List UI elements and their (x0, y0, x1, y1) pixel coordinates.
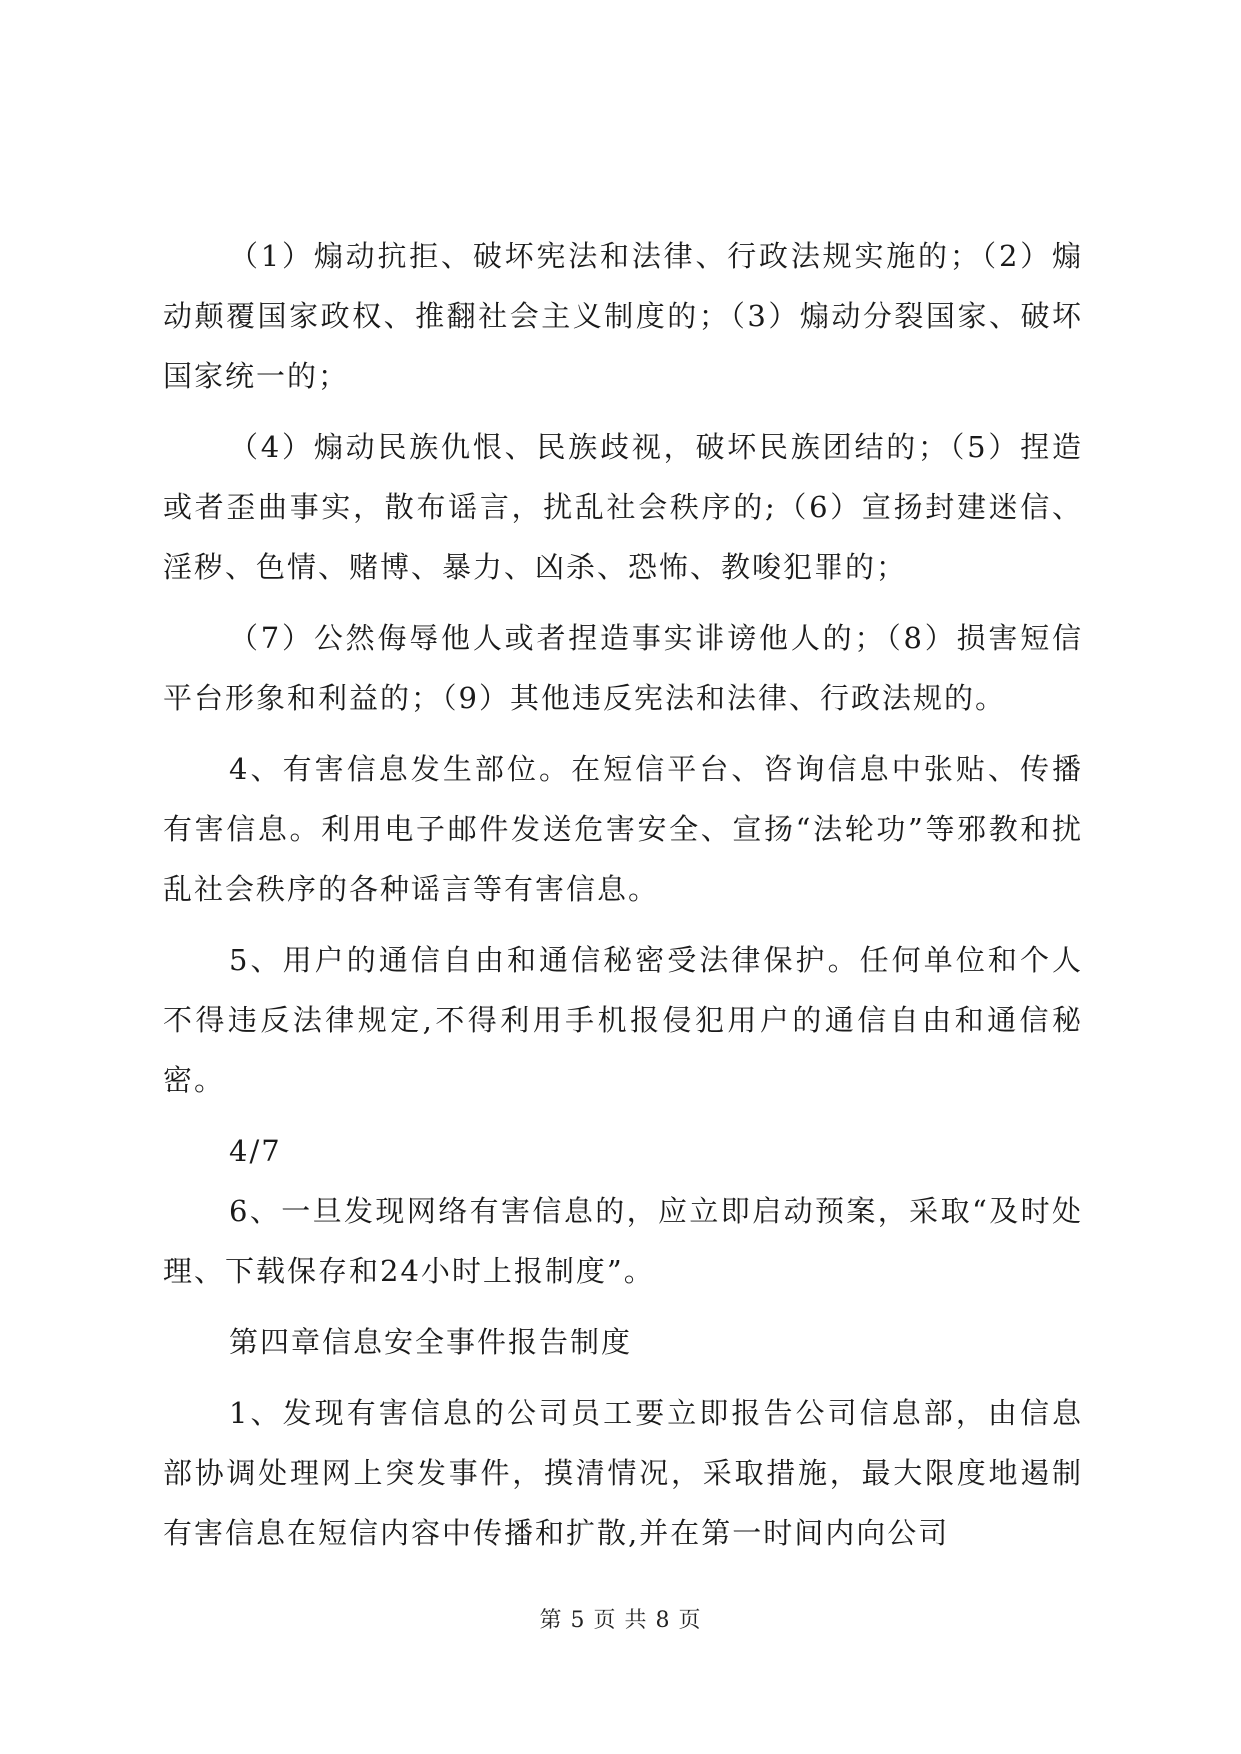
paragraph-6: 6、一旦发现网络有害信息的，应立即启动预案，采取“及时处理、下载保存和24小时上报制度”。 (163, 1194, 1083, 1288)
paragraph-5: 5、用户的通信自由和通信秘密受法律保护。任何单位和个人不得违反法律规定,不得利用手机报侵犯用户的通信自由和通信秘密。 (163, 943, 1083, 1097)
document-body (163, 226, 1083, 1574)
page-footer: 第 5 页 共 8 页 (539, 1608, 702, 1633)
chapter-heading: 第四章信息安全事件报告制度 (229, 1325, 633, 1359)
paragraph-4: 4、有害信息发生部位。在短信平台、咨询信息中张贴、传播有害信息。利用电子邮件发送危害安全、宣扬“法轮功”等邪教和扰乱社会秩序的各种谣言等有害信息。 (163, 752, 1083, 906)
paragraph-7: 1、发现有害信息的公司员工要立即报告公司信息部，由信息部协调处理网上突发事件，摸清情况，采取措施，最大限度地遏制有害信息在短信内容中传播和扩散,并在第一时间内向公司 (163, 1396, 1083, 1550)
paragraph-2: （4）煽动民族仇恨、民族歧视，破坏民族团结的；（5）捏造或者歪曲事实，散布谣言，扰乱社会秩序的;（6）宣扬封建迷信、淫秽、色情、赌博、暴力、凶杀、恐怖、教唆犯罪的； (163, 430, 1083, 584)
paragraph-1: （1）煽动抗拒、破坏宪法和法律、行政法规实施的；（2）煽动颠覆国家政权、推翻社会主义制度的；（3）煽动分裂国家、破坏国家统一的； (163, 239, 1083, 393)
paragraph-3: （7）公然侮辱他人或者捏造事实诽谤他人的；（8）损害短信平台形象和利益的；（9）其他违反宪法和法律、行政法规的。 (163, 621, 1083, 715)
page-fraction-marker: 4/7 (229, 1134, 282, 1168)
